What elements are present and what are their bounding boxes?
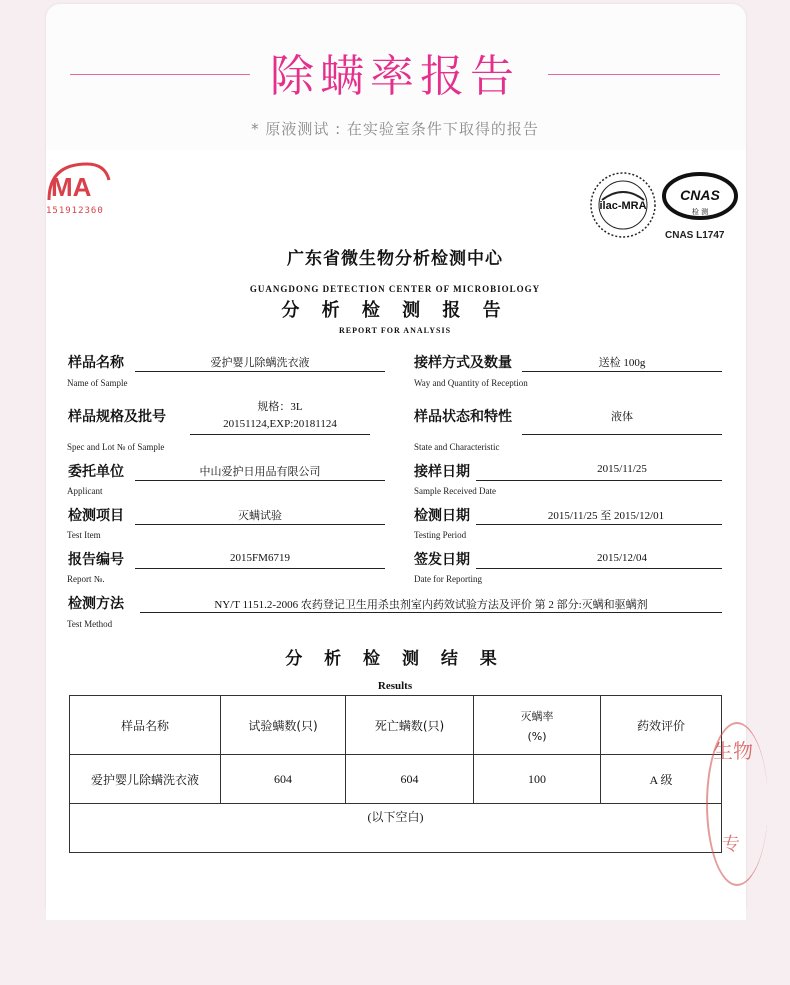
test-item-value: 灭螨试验 xyxy=(238,510,282,522)
applicant-label: 委托单位 xyxy=(68,464,124,480)
underline xyxy=(135,568,385,569)
stamp-text-1: 生物 xyxy=(713,739,753,763)
sample-name-value: 爱护婴儿除螨洗衣液 xyxy=(210,357,310,369)
test-item-label: 检测项目 xyxy=(68,508,124,524)
underline xyxy=(522,371,722,372)
cell-sample-name: 爱护婴儿除螨洗衣液 xyxy=(70,755,221,804)
ilac-text: ilac-MRA xyxy=(599,200,647,212)
report-no-value: 2015FM6719 xyxy=(230,552,290,564)
spec-label: 样品规格及批号 xyxy=(68,409,166,425)
test-period-value: 2015/11/25 至 2015/12/01 xyxy=(547,510,665,522)
test-item-en: Test Item xyxy=(67,530,101,540)
received-date-label: 接样日期 xyxy=(414,464,470,480)
sample-name-en: Name of Sample xyxy=(67,378,128,388)
cma-code: 151912360 xyxy=(46,206,104,216)
page-subtitle: * 原液测试 : 在实验室条件下取得的报告 xyxy=(251,120,539,138)
method-en: Test Method xyxy=(67,619,113,629)
underline xyxy=(140,612,722,613)
state-value: 液体 xyxy=(611,411,633,423)
underline xyxy=(190,434,370,435)
underline xyxy=(476,568,722,569)
received-date-en: Sample Received Date xyxy=(414,486,496,496)
blank-note: (以下空白) xyxy=(367,810,424,824)
state-label: 样品状态和特性 xyxy=(414,409,512,425)
spec-value-2: 20151124,EXP:20181124 xyxy=(223,418,337,430)
underline xyxy=(135,480,385,481)
applicant-value: 中山爱护日用品有限公司 xyxy=(199,466,321,478)
cnas-logo-icon xyxy=(660,170,740,230)
underline xyxy=(476,480,722,481)
cma-text: MA xyxy=(51,172,92,202)
header-dead-count: 死亡螨数(只) xyxy=(346,696,474,755)
report-no-label: 报告编号 xyxy=(68,552,124,568)
center-name: 广东省微生物分析检测中心 xyxy=(287,249,503,269)
test-period-en: Testing Period xyxy=(414,530,467,540)
results-title: 分 析 检 测 结 果 xyxy=(285,649,505,669)
header-kill-rate xyxy=(474,696,601,755)
report-title-en: REPORT FOR ANALYSIS xyxy=(338,326,452,335)
underline xyxy=(135,371,385,372)
received-date-value: 2015/11/25 xyxy=(597,463,647,475)
receive-method-en: Way and Quantity of Reception xyxy=(414,378,528,388)
center-name-en: GUANGDONG DETECTION CENTER OF MICROBIOLOGY xyxy=(249,284,541,294)
sample-name-label: 样品名称 xyxy=(68,355,124,371)
report-date-value: 2015/12/04 xyxy=(596,552,648,564)
receive-method-value: 送检 100g xyxy=(598,357,646,369)
report-title: 分 析 检 测 报 告 xyxy=(281,300,509,321)
results-title-en: Results xyxy=(377,680,413,692)
results-table xyxy=(69,695,722,853)
cnas-sub: 检 测 xyxy=(691,208,709,216)
header-sample-name: 样品名称 xyxy=(70,696,221,755)
header-test-count: 试验螨数(只) xyxy=(221,696,346,755)
blank-row xyxy=(70,804,722,853)
cell-test-count: 604 xyxy=(221,755,346,804)
method-label: 检测方法 xyxy=(68,596,124,612)
spec-en: Spec and Lot № of Sample xyxy=(67,442,165,452)
underline xyxy=(522,434,722,435)
cell-dead-count: 604 xyxy=(346,755,474,804)
table-header-row xyxy=(70,696,722,755)
state-en: State and Characteristic xyxy=(414,442,500,452)
stamp-text-2: 专 xyxy=(722,834,740,855)
cma-logo-icon xyxy=(47,160,111,204)
applicant-en: Applicant xyxy=(67,486,103,496)
header-evaluation: 药效评价 xyxy=(601,696,722,755)
cell-evaluation: A 级 xyxy=(601,755,722,804)
report-no-en: Report №. xyxy=(67,574,105,584)
report-date-en: Date for Reporting xyxy=(414,574,482,584)
method-value: NY/T 1151.2-2006 农药登记卫生用杀虫剂室内药效试验方法及评价 第 2 部分:灭螨和驱螨剂 xyxy=(214,599,648,611)
underline xyxy=(135,524,385,525)
table-row xyxy=(70,755,722,804)
cell-kill-rate: 100 xyxy=(474,755,601,804)
underline xyxy=(476,524,722,525)
page-title: 除螨率报告 xyxy=(270,51,520,102)
spec-value-1: 规格：3L xyxy=(257,401,303,413)
header-kill-rate-unit: (%) xyxy=(527,729,547,743)
cnas-code: CNAS L1747 xyxy=(665,230,725,241)
ilac-mra-logo-icon xyxy=(588,170,658,240)
receive-method-label: 接样方式及数量 xyxy=(414,355,512,371)
header-kill-rate-label: 灭螨率 xyxy=(520,709,554,723)
report-date-label: 签发日期 xyxy=(414,552,470,568)
blank-cell xyxy=(70,804,722,853)
test-period-label: 检测日期 xyxy=(414,508,470,524)
cnas-text: CNAS xyxy=(680,187,720,203)
